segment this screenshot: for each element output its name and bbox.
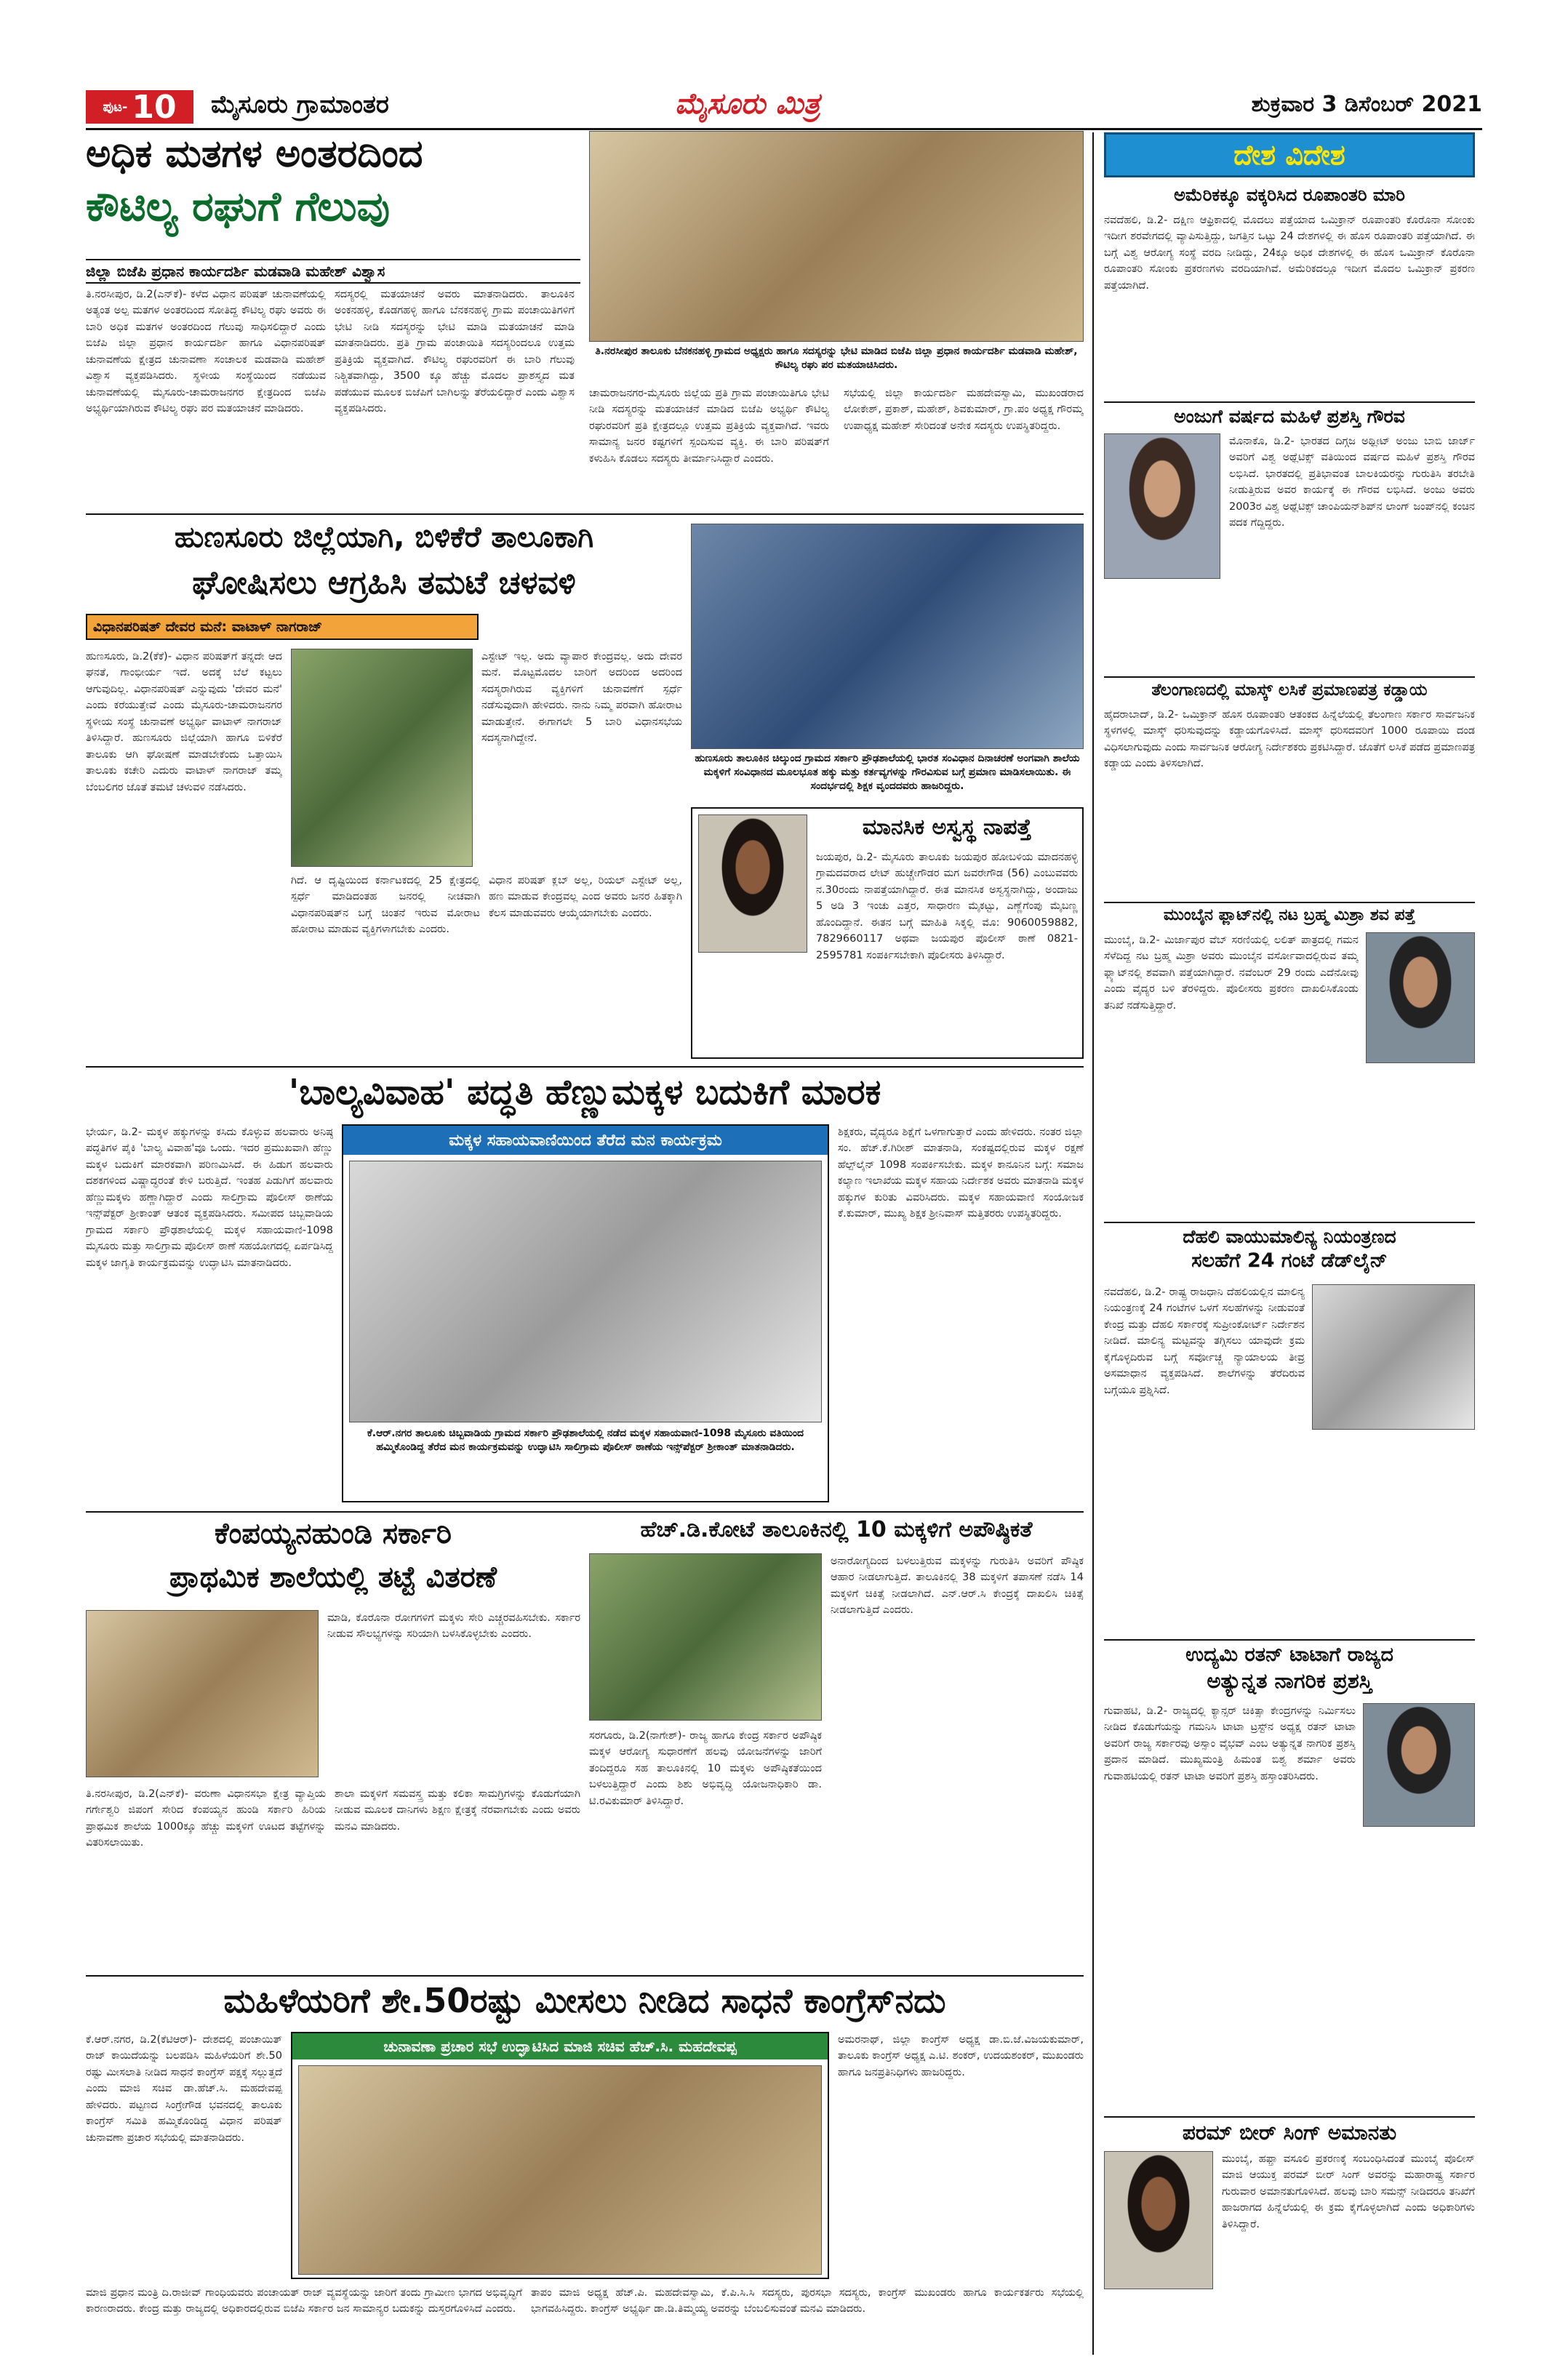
sidebar-s5-photo <box>1312 1284 1475 1430</box>
story3-col2: ಶಿಕ್ಷಕರು, ವೈದ್ಯರೂ ಶಿಕ್ಷೆಗೆ ಒಳಗಾಗುತ್ತಾರೆ ಎಂದು ಹೇಳಿದರು. ನಂತರ ಜಿಲ್ಲಾ ಸಂ. ಹೆಚ್.ಕೆ.ಗಿರೀಶ್ ಮಾತನಾಡಿ, ಸಂಕಷ್ಟದಲ್ಲಿರುವ ಮಕ್ಕಳ ರಕ್ಷಣೆ ಹೆಲ್ಪ್‌ಲೈನ್ 1098 ಸಂಪರ್ಕಿಸಬೇಕು. ಮಕ್ಕಳ ಕಾನೂನಿನ ಬಗ್ಗೆ: ಸಮಾಜ ಕಲ್ಯಾಣ ಇಲಾಖೆಯ ಮಕ್ಕಳ ಸಹಾಯ ನಿರ್ದೇಶಕ ಅವರು ಮಾತನಾಡಿ ಮಕ್ಕಳ ಹಕ್ಕುಗಳ ಕುರಿತು ವಿವರಿಸಿದರು. ಮಕ್ಕಳ ಸಹಾಯವಾಣಿ ಸಂಯೋಜಕ ಕೆ.ಕುಮಾರ್, ಮುಖ್ಯ ಶಿಕ್ಷಕ ಶ್ರೀನಿವಾಸ್ ಮತ್ತಿತರರು ಉಪಸ್ಥಿತರಿದ್ದರು. <box>838 1126 1084 1220</box>
sidebar-banner-text: ದೇಶ ವಿದೇಶ <box>1233 138 1345 171</box>
sidebar-s4-text: ಮುಂಬೈ, ಡಿ.2- ಮಿರ್ಜಾಪುರ ವೆಬ್ ಸರಣಿಯಲ್ಲಿ ಲಲಿತ್ ಪಾತ್ರದಲ್ಲಿ ಗಮನ ಸೆಳೆದಿದ್ದ ನಟ ಬ್ರಹ್ಮ ಮಿಶ್ರಾ ಅವರು ಮುಂಬೈನ ವರ್ಸೋವಾದಲ್ಲಿರುವ ತಮ್ಮ ಫ್ಲ್ಯಾಟ್‌ನಲ್ಲಿ ಶವವಾಗಿ ಪತ್ತೆಯಾಗಿದ್ದಾರೆ. ನವೆಂಬರ್ 29 ರಂದು ಎದೆನೋವು ಎಂದು ವೈದ್ಯರ ಬಳಿ ತೆರಳಿದ್ದರು. ಪೊಲೀಸರು ಪ್ರಕರಣ ದಾಖಲಿಸಿಕೊಂಡು ತನಿಖೆ ನಡೆಸುತ್ತಿದ್ದಾರೆ. <box>1104 934 1359 1012</box>
sidebar-s1-text: ನವದೆಹಲಿ, ಡಿ.2- ದಕ್ಷಿಣ ಆಫ್ರಿಕಾದಲ್ಲಿ ಮೊದಲು ಪತ್ತೆಯಾದ ಒಮಿಕ್ರಾನ್ ರೂಪಾಂತರಿ ಕೊರೊನಾ ಸೋಂಕು ಇದೀಗ ಶರವೇಗದಲ್ಲಿ ವ್ಯಾಪಿಸುತ್ತಿದ್ದು, ಜಗತ್ತಿನ ಒಟ್ಟು 24 ದೇಶಗಳಲ್ಲಿ ಈ ಹೊಸ ರೂಪಾಂತರಿ ಪತ್ತೆಯಾಗಿದೆ. ಈ ಬಗ್ಗೆ ವಿಶ್ವ ಆರೋಗ್ಯ ಸಂಸ್ಥೆ ವರದಿ ನೀಡಿದ್ದು, 24ಕ್ಕೂ ಅಧಿಕ ದೇಶಗಳಲ್ಲಿ ಈ ಹೊಸ ಒಮಿಕ್ರಾನ್ ಕೊರೊನಾ ರೂಪಾಂತರಿ ಸೋಂಕು ಪ್ರಕರಣಗಳು ವರದಿಯಾಗಿವೆ. ಅಮೆರಿಕದಲ್ಲೂ ಇದೀಗ ಮೊದಲ ಒಮಿಕ್ರಾನ್ ಪ್ರಕರಣ ಪತ್ತೆಯಾಗಿದೆ. <box>1104 215 1475 292</box>
story2-photo-protest <box>291 649 473 867</box>
masthead-rule <box>86 128 1482 130</box>
missing-person-photo <box>698 814 807 953</box>
story2-photo-school <box>691 524 1084 749</box>
sidebar-s4-headline: ಮುಂಬೈನ ಫ್ಲಾಟ್‌ನಲ್ಲಿ ನಟ ಬ್ರಹ್ಮ ಮಿಶ್ರಾ ಶವ ಪತ್ತೆ <box>1104 902 1475 924</box>
story5-col2: ಅನಾರೋಗ್ಯದಿಂದ ಬಳಲುತ್ತಿರುವ ಮಕ್ಕಳನ್ನು ಗುರುತಿಸಿ ಅವರಿಗೆ ಪೌಷ್ಠಿಕ ಆಹಾರ ನೀಡಲಾಗುತ್ತಿದೆ. ತಾಲೂಕಿನಲ್ಲಿ 38 ಮಕ್ಕಳಿಗೆ ತಪಾಸಣೆ ನಡೆಸಿ 14 ಮಕ್ಕಳಿಗೆ ಚಿಕಿತ್ಸೆ ನೀಡಲಾಗಿದೆ. ಎನ್.ಆರ್.ಸಿ ಕೇಂದ್ರಕ್ಕೆ ದಾಖಲಿಸಿ ಚಿಕಿತ್ಸೆ ನೀಡಲಾಗುತ್ತಿದೆ ಎಂದರು. <box>831 1556 1084 1617</box>
story3-headline: 'ಬಾಲ್ಯವಿವಾಹ' ಪದ್ಧತಿ ಹೆಣ್ಣುಮಕ್ಕಳ ಬದುಕಿಗೆ ಮಾರಕ <box>288 1072 881 1113</box>
sidebar-s6-photo <box>1363 1703 1475 1827</box>
missing-person-box <box>691 807 1084 1059</box>
story3-box-title-bar <box>343 1126 828 1155</box>
story6-box-title-bar <box>292 2033 828 2059</box>
story3-col1: ಭೇರ್ಯ, ಡಿ.2- ಮಕ್ಕಳ ಹಕ್ಕುಗಳನ್ನು ಕಸಿದು ಕೊಳ್ಳುವ ಹಲವಾರು ಅನಿಷ್ಠ ಪದ್ಧತಿಗಳ ಪೈಕಿ 'ಬಾಲ್ಯ ವಿವಾಹ'ವೂ ಒಂದು. ಇದರ ಪ್ರಮುಖವಾಗಿ ಹೆಣ್ಣು ಮಕ್ಕಳ ಬದುಕಿಗೆ ಮಾರಕವಾಗಿ ಪರಿಣಮಿಸಿದೆ. ಈ ಹಿಡುಗ ಹಲವಾರು ದಶಕಗಳಿಂದ ವಿಷ್ಣಾದ್ಧರಂತೆ ಕೇಳಿ ಬರುತ್ತಿದೆ. ಇಂತಹ ಪಿಡುಗಿಗೆ ಹಲವಾರು ಹೆಣ್ಣುಮಕ್ಕಳು ಹಣ್ಣಾಗಿದ್ದಾರೆ ಎಂದು ಸಾಲಿಗ್ರಾಮ ಪೊಲೀಸ್ ಠಾಣೆಯ ಇನ್ಸ್‌ಪೆಕ್ಟರ್ ಶ್ರೀಕಾಂತ್ ಆತಂಕ ವ್ಯಕ್ತಪಡಿಸಿದರು. ಸಮೀಪದ ಚಿಬ್ಬವಾಡಿಯ ಗ್ರಾಮದ ಸರ್ಕಾರಿ ಪ್ರೌಢಶಾಲೆಯಲ್ಲಿ ಮಕ್ಕಳ ಸಹಾಯವಾಣಿ-1098 ಮೈಸೂರು ಮತ್ತು ಸಾಲಿಗ್ರಾಮ ಪೊಲೀಸ್ ಠಾಣೆ ಸಹಯೋಗದಲ್ಲಿ ಏರ್ಪಡಿಸಿದ್ದ ಮಕ್ಕಳ ಜಾಗೃತಿ ಕಾರ್ಯಕ್ರಮವನ್ನು ಉದ್ಘಾಟಿಸಿ ಮಾತನಾಡಿದರು. <box>86 1126 333 1269</box>
story1-photo <box>589 131 1084 342</box>
divider <box>86 1975 1084 1977</box>
story2-col2: ಎಸ್ಟೇಟ್ ಇಲ್ಲ. ಅದು ವ್ಯಾಪಾರ ಕೇಂದ್ರವಲ್ಲ. ಅದು ದೇವರ ಮನೆ. ಮೊಟ್ಟಮೊದಲ ಬಾರಿಗೆ ಅದರಿಂದ ಅದರಿಂದ ಸದಸ್ಯರಾಗಿರುವ ವ್ಯಕ್ತಿಗಳಿಗೆ ಚುನಾವಣೆಗೆ ಸ್ಪರ್ಧೆ ನಡೆಸುವುದಾಗಿ ಹೇಳಿದರು. ನಾನು ನಿಮ್ಮ ಪರವಾಗಿ ಹೋರಾಟ ಮಾಡುತ್ತೇನೆ. ಈಗಾಗಲೇ 5 ಬಾರಿ ವಿಧಾನಸಭೆಯ ಸದಸ್ಯನಾಗಿದ್ದೇನೆ. <box>481 651 682 745</box>
story4-col2: ತಿ.ನರಸೀಪುರ, ಡಿ.2(ಎನ್‌ಕೆ)- ವರುಣಾ ವಿಧಾನಸಭಾ ಕ್ಷೇತ್ರ ವ್ಯಾಪ್ತಿಯ ಗರ್ಗೇಶ್ವರಿ ಜಿಪಂಗೆ ಸೇರಿದ ಕೆಂಪಯ್ಯನ ಹುಂಡಿ ಸರ್ಕಾರಿ ಹಿರಿಯ ಪ್ರಾಥಮಿಕ ಶಾಲೆಯ 1000ಕ್ಕೂ ಹೆಚ್ಚು ಮಕ್ಕಳಿಗೆ ಊಟದ ತಟ್ಟೆಗಳನ್ನು ವಿತರಿಸಲಾಯಿತು. <box>86 1788 326 1849</box>
missing-text: ಜಯಪುರ, ಡಿ.2- ಮೈಸೂರು ತಾಲೂಕು ಜಯಪುರ ಹೋಬಳಿಯ ಮಾದನಹಳ್ಳಿ ಗ್ರಾಮದವರಾದ ಲೇಟ್ ಹುಚ್ಚೇಗೌಡರ ಮಗ ಜವರೇಗೌಡ (56) ಎಂಬುವವರು ನ.30ರಂದು ನಾಪತ್ತೆಯಾಗಿದ್ದಾರೆ. ಈತ ಮಾನಸಿಕ ಅಸ್ವಸ್ಥನಾಗಿದ್ದು, ಅಂದಾಜು 5 ಅಡಿ 3 ಇಂಚು ಎತ್ತರ, ಸಾಧಾರಣ ಮೈಕಟ್ಟು, ಎಣ್ಣೆಗೆಂಪು ಮೈಬಣ್ಣ ಹೊಂದಿದ್ದಾನೆ. ಈತನ ಬಗ್ಗೆ ಮಾಹಿತಿ ಸಿಕ್ಕಲ್ಲಿ ಮೊ: 9060059882, 7829660117 ಅಥವಾ ಜಯಪುರ ಪೊಲೀಸ್ ಠಾಣೆ 0821-2595781 ಸಂಪರ್ಕಿಸಬೇಕಾಗಿ ಪೊಲೀಸರು ತಿಳಿಸಿದ್ದಾರೆ. <box>816 852 1078 961</box>
story1-subhead: ಜಿಲ್ಲಾ ಬಿಜೆಪಿ ಪ್ರಧಾನ ಕಾರ್ಯದರ್ಶಿ ಮಡವಾಡಿ ಮಹೇಶ್ ವಿಶ್ವಾಸ <box>86 259 580 284</box>
sidebar-s5-headline-1: ದೆಹಲಿ ವಾಯುಮಾಲಿನ್ಯ ನಿಯಂತ್ರಣದ <box>1104 1222 1475 1248</box>
page-number-box <box>86 90 193 124</box>
story1-col1: ತಿ.ನರಸೀಪುರ, ಡಿ.2(ಎನ್‌ಕೆ)- ಕಳೆದ ವಿಧಾನ ಪರಿಷತ್ ಚುನಾವಣೆಯಲ್ಲಿ ಅತ್ಯಂತ ಅಲ್ಪ ಮತಗಳ ಅಂತರದಿಂದ ಸೋತಿದ್ದ ಕೌಟಿಲ್ಯ ರಘು ಅವರು ಈ ಬಾರಿ ಅಧಿಕ ಮತಗಳ ಅಂತರದಿಂದ ಗೆಲುವು ಸಾಧಿಸಲಿದ್ದಾರೆ ಎಂದು ಬಿಜೆಪಿ ಜಿಲ್ಲಾ ಪ್ರಧಾನ ಕಾರ್ಯದರ್ಶಿ ಹಾಗೂ ವಿಧಾನಪರಿಷತ್ ಚುನಾವಣೆಯ ಕ್ಷೇತ್ರದ ಚುನಾವಣಾ ಸಂಚಾಲಕ ಮಡವಾಡಿ ಮಹೇಶ್ ವಿಶ್ವಾಸ ವ್ಯಕ್ತಪಡಿಸಿದರು. ಸ್ಥಳೀಯ ಸಂಸ್ಥೆಯಿಂದ ನಡೆಯುವ ಚುನಾವಣೆಯಲ್ಲಿ ಮೈಸೂರು-ಚಾಮರಾಜನಗರ ಕ್ಷೇತ್ರದಿಂದ ಬಿಜೆಪಿ ಅಭ್ಯರ್ಥಿಯಾಗಿರುವ ಕೌಟಿಲ್ಯ ರಘು ಪರ ಮತಯಾಚನೆ ಮಾಡಿದರು. <box>86 289 326 415</box>
divider <box>86 1511 1084 1513</box>
story5-headline: ಹೆಚ್.ಡಿ.ಕೋಟೆ ತಾಲೂಕಿನಲ್ಲಿ 10 ಮಕ್ಕಳಿಗೆ ಅಪೌಷ್ಠಿಕತೆ <box>640 1517 1033 1542</box>
story2-col2b: ಗಿದೆ. ಆ ದೃಷ್ಟಿಯಿಂದ ಕರ್ನಾಟಕದಲ್ಲಿ 25 ಕ್ಷೇತ್ರದಲ್ಲಿ ಸ್ಪರ್ಧೆ ಮಾಡಿದಂತಹ ಜನರಲ್ಲಿ ನೀಚವಾಗಿ ವಿಧಾನಪರಿಷತ್‌ನ ಬಗ್ಗೆ ಚಿಂತನೆ ಇರುವ ಮೋರಾಟ ಹೋರಾಟ ಮಾಡುವ ವ್ಯಕ್ತಿಗಳಾಗಬೇಕು ಎಂದರು. <box>291 875 480 936</box>
sidebar-banner <box>1104 132 1475 177</box>
sidebar-s7-photo <box>1104 2151 1213 2289</box>
sidebar-s1-headline: ಅಮೆರಿಕಕ್ಕೂ ವಕ್ಕರಿಸಿದ ರೂಪಾಂತರಿ ಮಾರಿ <box>1174 185 1405 205</box>
story6-photo <box>298 2065 822 2275</box>
story2-col1: ಹುಣಸೂರು, ಡಿ.2(ಕೆಕೆ)- ವಿಧಾನ ಪರಿಷತ್‌ಗೆ ತನ್ನದೇ ಆದ ಘನತೆ, ಗಾಂಭೀರ್ಯ ಇದೆ. ಅದಕ್ಕೆ ಬೆಲೆ ಕಟ್ಟಲು ಆಗುವುದಿಲ್ಲ. ವಿಧಾನಪರಿಷತ್ ಎನ್ನುವುದು 'ದೇವರ ಮನೆ' ಎಂದು ಕರೆಯುತ್ತೇವೆ ಎಂದು ಮೈಸೂರು-ಚಾಮರಾಜನಗರ ಸ್ಥಳೀಯ ಸಂಸ್ಥೆ ಚುನಾವಣೆ ಅಭ್ಯರ್ಥಿ ವಾಟಾಳ್ ನಾಗರಾಜ್ ತಿಳಿಸಿದ್ದಾರೆ. ಹುಣಸೂರು ಜಿಲ್ಲೆಯಾಗಿ ಹಾಗೂ ಬಿಳಿಕೆರೆ ತಾಲೂಕು ಆಗಿ ಘೋಷಣೆ ಮಾಡಬೇಕೆಂದು ಒತ್ತಾಯಿಸಿ ತಾಲೂಕು ಕಚೇರಿ ಎದುರು ವಾಟಾಳ್ ನಾಗರಾಜ್ ತಮ್ಮ ಬೆಂಬಲಿಗರ ಜೊತೆ ತಮಟೆ ಚಳುವಳಿ ನಡೆಸಿದರು. <box>86 651 282 793</box>
sidebar-s5-text: ನವದೆಹಲಿ, ಡಿ.2- ರಾಷ್ಟ್ರ ರಾಜಧಾನಿ ದೆಹಲಿಯಲ್ಲಿನ ಮಾಲಿನ್ಯ ನಿಯಂತ್ರಣಕ್ಕೆ 24 ಗಂಟೆಗಳ ಒಳಗೆ ಸಲಹೆಗಳನ್ನು ನೀಡುವಂತೆ ಕೇಂದ್ರ ಮತ್ತು ದೆಹಲಿ ಸರ್ಕಾರಕ್ಕೆ ಸುಪ್ರೀಂಕೋರ್ಟ್ ನಿರ್ದೇಶನ ನೀಡಿದೆ. ಮಾಲಿನ್ಯ ಮಟ್ಟವನ್ನು ತಗ್ಗಿಸಲು ಯಾವುದೇ ಕ್ರಮ ಕೈಗೊಳ್ಳದಿರುವ ಬಗ್ಗೆ ಸರ್ವೋಚ್ಚ ನ್ಯಾಯಾಲಯ ತೀವ್ರ ಅಸಮಾಧಾನ ವ್ಯಕ್ತಪಡಿಸಿದೆ. ಶಾಲೆಗಳನ್ನು ತೆರೆದಿರುವ ಬಗ್ಗೆಯೂ ಪ್ರಶ್ನಿಸಿದೆ. <box>1104 1286 1305 1396</box>
sidebar-s7-headline: ಪರಮ್ ಬೀರ್ ಸಿಂಗ್ ಅಮಾನತು <box>1104 2116 1475 2145</box>
story2-col2c: ವಿಧಾನ ಪರಿಷತ್ ಕ್ಲಬ್ ಅಲ್ಲ, ರಿಯಲ್ ಎಸ್ಟೇಟ್ ಅಲ್ಲ, ಹಣ ಮಾಡುವ ಕೇಂದ್ರವಲ್ಲ ಎಂದ ಅವರು ಜನರ ಹಿತಕ್ಕಾಗಿ ಕೆಲಸ ಮಾಡುವವರು ಆಯ್ಕೆಯಾಗಬೇಕು ಎಂದರು. <box>489 875 682 919</box>
paper-name: ಮೈಸೂರು ಮಿತ್ರ <box>675 87 820 121</box>
story6-col3: ತಾಪಂ ಮಾಜಿ ಅಧ್ಯಕ್ಷ ಹೆಚ್.ಪಿ. ಮಹದೇವಸ್ವಾಮಿ, ಕೆ.ಪಿ.ಸಿ.ಸಿ ಸದಸ್ಯರು, ಪುರಸಭಾ ಸದಸ್ಯರು, ಕಾಂಗ್ರೆಸ್ ಮುಖಂಡರು ಹಾಗೂ ಕಾರ್ಯಕರ್ತರು ಸಭೆಯಲ್ಲಿ ಭಾಗವಹಿಸಿದ್ದರು. ಕಾಂಗ್ರೆಸ್ ಅಭ್ಯರ್ಥಿ ಡಾ.ಡಿ.ತಿಮ್ಮಯ್ಯ ಅವರನ್ನು ಬೆಂಬಲಿಸುವಂತೆ ಮನವಿ ಮಾಡಿದರು. <box>531 2287 1084 2315</box>
issue-date: ಶುಕ್ರವಾರ 3 ಡಿಸೆಂಬರ್ 2021 <box>1251 92 1482 117</box>
sidebar-s2-headline: ಅಂಜುಗೆ ವರ್ಷದ ಮಹಿಳೆ ಪ್ರಶಸ್ತಿ ಗೌರವ <box>1104 401 1475 428</box>
story5-photo <box>589 1553 822 1721</box>
story5-col1: ಸರಗೂರು, ಡಿ.2(ನಾಗೇಶ್)- ರಾಜ್ಯ ಹಾಗೂ ಕೇಂದ್ರ ಸರ್ಕಾರ ಅಪೌಷ್ಠಿಕ ಮಕ್ಕಳ ಆರೋಗ್ಯ ಸುಧಾರಣೆಗೆ ಹಲವು ಯೋಜನೆಗಳನ್ನು ಜಾರಿಗೆ ತಂದಿದ್ದರೂ ಸಹ ತಾಲೂಕಿನಲ್ಲಿ 10 ಮಕ್ಕಳು ಅಪೌಷ್ಠಿಕತೆಯಿಂದ ಬಳಲುತ್ತಿದ್ದಾರೆ ಎಂದು ಶಿಶು ಅಭಿವೃದ್ಧಿ ಯೋಜನಾಧಿಕಾರಿ ಡಾ. ಟಿ.ರವಿಕುಮಾರ್ ತಿಳಿಸಿದ್ದಾರೆ. <box>589 1730 822 1807</box>
divider <box>86 513 1084 515</box>
sidebar-s6-headline-2: ಅತ್ಯುನ್ನತ ನಾಗರಿಕ ಪ್ರಶಸ್ತಿ <box>1207 1668 1372 1693</box>
story2-kicker-text: ವಿಧಾನಪರಿಷತ್ ದೇವರ ಮನೆ: ವಾಟಾಳ್ ನಾಗರಾಜ್ <box>93 619 323 635</box>
story1-col4: ಸಭೆಯಲ್ಲಿ ಜಿಲ್ಲಾ ಕಾರ್ಯದರ್ಶಿ ಮಹದೇವಸ್ವಾಮಿ, ಮುಖಂಡರಾದ ಲೋಕೇಶ್, ಪ್ರಕಾಶ್, ಮಹೇಶ್, ಶಿವಕುಮಾರ್, ಗ್ರಾ.ಪಂ ಅಧ್ಯಕ್ಷ ಗೌರಮ್ಮ ಉಪಾಧ್ಯಕ್ಷ ಮಹೇಶ್ ಸೇರಿದಂತೆ ಅನೇಕ ಸದಸ್ಯರು ಉಪಸ್ಥಿತರಿದ್ದರು. <box>844 388 1084 432</box>
story6-col4: ಅಮರನಾಥ್, ಜಿಲ್ಲಾ ಕಾಂಗ್ರೆಸ್ ಅಧ್ಯಕ್ಷ ಡಾ.ಬಿ.ಜೆ.ವಿಜಯಕುಮಾರ್, ತಾಲೂಕು ಕಾಂಗ್ರೆಸ್ ಅಧ್ಯಕ್ಷ ಎ.ಟಿ. ಶಂಕರ್, ಉದಯಶಂಕರ್, ಮುಖಂಡರು ಹಾಗೂ ಜನಪ್ರತಿನಿಧಿಗಳು ಹಾಜರಿದ್ದರು. <box>838 2034 1084 2078</box>
story2-photo-caption: ಹುಣಸೂರು ತಾಲೂಕಿನ ಚಿಲ್ಕುಂದ ಗ್ರಾಮದ ಸರ್ಕಾರಿ ಪ್ರೌಢಶಾಲೆಯಲ್ಲಿ ಭಾರತ ಸಂವಿಧಾನ ದಿನಾಚರಣೆ ಅಂಗವಾಗಿ ಶಾಲೆಯ ಮಕ್ಕಳಿಗೆ ಸಂವಿಧಾನದ ಮೂಲಭೂತ ಹಕ್ಕು ಮತ್ತು ಕರ್ತವ್ಯಗಳನ್ನು ಗೌರವಿಸುವ ಬಗ್ಗೆ ಪ್ರಮಾಣ ಮಾಡಿಸಲಾಯಿತು. ಈ ಸಂದರ್ಭದಲ್ಲಿ ಶಿಕ್ಷಕ ವೃಂದದವರು ಹಾಜರಿದ್ದರು. <box>695 753 1080 792</box>
sidebar-s5-headline-2: ಸಲಹೆಗೆ 24 ಗಂಟೆ ಡೆಡ್‌ಲೈನ್ <box>1191 1249 1388 1272</box>
story2-kicker <box>86 614 479 640</box>
story3-box <box>342 1124 829 1502</box>
sidebar-s2-photo <box>1104 433 1220 579</box>
divider <box>86 1066 1084 1068</box>
story1-headline-1: ಅಧಿಕ ಮತಗಳ ಅಂತರದಿಂದ <box>86 132 423 176</box>
page-number: 10 <box>132 88 177 126</box>
sidebar-s4-photo <box>1366 932 1475 1063</box>
story2-headline-1: ಹುಣಸೂರು ಜಿಲ್ಲೆಯಾಗಿ, ಬಿಳಿಕೆರೆ ತಾಲೂಕಾಗಿ <box>174 521 594 554</box>
sidebar-s2-text: ಮೊನಾಕೊ, ಡಿ.2- ಭಾರತದ ದಿಗ್ಗಜ ಅಥ್ಲೀಟ್ ಅಂಜು ಬಾಬಿ ಜಾರ್ಜ್ ಅವರಿಗೆ ವಿಶ್ವ ಅಥ್ಲೆಟಿಕ್ಸ್ ವತಿಯಿಂದ ವರ್ಷದ ಮಹಿಳೆ ಪ್ರಶಸ್ತಿ ಗೌರವ ಲಭಿಸಿದೆ. ಭಾರತದಲ್ಲಿ ಪ್ರತಿಭಾವಂತ ಬಾಲಕಿಯರನ್ನು ಗುರುತಿಸಿ ತರಬೇತಿ ನೀಡುತ್ತಿರುವ ಅವರ ಕಾರ್ಯಕ್ಕೆ ಈ ಗೌರವ ಲಭಿಸಿದೆ. ಅಂಜು ಅವರು 2003ರ ವಿಶ್ವ ಅಥ್ಲೆಟಿಕ್ಸ್ ಚಾಂಪಿಯನ್‌ಶಿಪ್‌ನ ಲಾಂಗ್ ಜಂಪ್‌ನಲ್ಲಿ ಕಂಚಿನ ಪದಕ ಗೆದ್ದಿದ್ದರು. <box>1229 436 1475 529</box>
story3-photo-caption: ಕೆ.ಆರ್.ನಗರ ತಾಲೂಕು ಚಿಬ್ಬವಾಡಿಯ ಗ್ರಾಮದ ಸರ್ಕಾರಿ ಪ್ರೌಢಶಾಲೆಯಲ್ಲಿ ನಡೆದ ಮಕ್ಕಳ ಸಹಾಯವಾಣಿ-1098 ಮೈಸೂರು ವತಿಯಿಂದ ಹಮ್ಮಿಕೊಂಡಿದ್ದ ತೆರೆದ ಮನ ಕಾರ್ಯಕ್ರಮವನ್ನು ಉದ್ಘಾಟಿಸಿ ಸಾಲಿಗ್ರಾಮ ಪೊಲೀಸ್ ಠಾಣೆಯ ಇನ್ಸ್‌ಪೆಕ್ಟರ್ ಶ್ರೀಕಾಂತ್ ಮಾತನಾಡಿದರು. <box>367 1428 804 1453</box>
story4-headline-2: ಪ್ರಾಥಮಿಕ ಶಾಲೆಯಲ್ಲಿ ತಟ್ಟೆ ವಿತರಣೆ <box>169 1561 497 1594</box>
missing-headline: ಮಾನಸಿಕ ಅಸ್ವಸ್ಥ ನಾಪತ್ತೆ <box>862 814 1032 840</box>
story3-box-title: ಮಕ್ಕಳ ಸಹಾಯವಾಣಿಯಿಂದ ತೆರೆದ ಮನ ಕಾರ್ಯಕ್ರಮ <box>449 1131 722 1150</box>
sidebar-s7-text: ಮುಂಬೈ, ಹಫ್ತಾ ವಸೂಲಿ ಪ್ರಕರಣಕ್ಕೆ ಸಂಬಂಧಿಸಿದಂತೆ ಮುಂಬೈ ಪೊಲೀಸ್ ಮಾಜಿ ಆಯುಕ್ತ ಪರಮ್ ಬೀರ್ ಸಿಂಗ್ ಅವರನ್ನು ಮಹಾರಾಷ್ಟ್ರ ಸರ್ಕಾರ ಗುರುವಾರ ಅಮಾನತುಗೊಳಿಸಿದೆ. ಹಲವು ಬಾರಿ ಸಮನ್ಸ್ ನೀಡಿದರೂ ತನಿಖೆಗೆ ಹಾಜರಾಗದ ಹಿನ್ನೆಲೆಯಲ್ಲಿ ಈ ಕ್ರಮ ಕೈಗೊಳ್ಳಲಾಗಿದೆ ಎಂದು ಅಧಿಕಾರಿಗಳು ತಿಳಿಸಿದ್ದಾರೆ. <box>1222 2153 1475 2230</box>
story6-col1: ಕೆ.ಆರ್.ನಗರ, ಡಿ.2(ಕೆಟಿಆರ್)- ದೇಶದಲ್ಲಿ ಪಂಚಾಯಿತ್ ರಾಜ್ ಕಾಯಿದೆಯನ್ನು ಬಲಪಡಿಸಿ ಮಹಿಳೆಯರಿಗೆ ಶೇ.50 ರಷ್ಟು ಮೀಸಲಾತಿ ನೀಡಿದ ಸಾಧನೆ ಕಾಂಗ್ರೆಸ್ ಪಕ್ಷಕ್ಕೆ ಸಲ್ಲುತ್ತದೆ ಎಂದು ಮಾಜಿ ಸಚಿವ ಡಾ.ಹೆಚ್.ಸಿ. ಮಹದೇವಪ್ಪ ಹೇಳಿದರು. ಪಟ್ಟಣದ ಸಿಂಗ್ರೇಗೌಡ ಭವನದಲ್ಲಿ ತಾಲೂಕು ಕಾಂಗ್ರೆಸ್ ಸಮಿತಿ ಹಮ್ಮಿಕೊಂಡಿದ್ದ ವಿಧಾನ ಪರಿಷತ್ ಚುನಾವಣಾ ಪ್ರಚಾರ ಸಭೆಯಲ್ಲಿ ಮಾತನಾಡಿದರು. <box>86 2034 282 2144</box>
story4-photo <box>86 1610 319 1777</box>
story2-headline-2: ಘೋಷಿಸಲು ಆಗ್ರಹಿಸಿ ತಮಟೆ ಚಳವಳಿ <box>192 564 576 601</box>
story4-col1: ಮಾಡಿ, ಕೊರೊನಾ ರೋಗಗಳಿಗೆ ಮಕ್ಕಳು ಸೇರಿ ಎಚ್ಚರವಹಿಸಬೇಕು. ಸರ್ಕಾರ ನೀಡುವ ಸೌಲಭ್ಯಗಳನ್ನು ಸರಿಯಾಗಿ ಬಳಸಿಕೊಳ್ಳಬೇಕು ಎಂದರು. <box>327 1612 580 1641</box>
story1-col3: ಚಾಮರಾಜನಗರ-ಮೈಸೂರು ಜಿಲ್ಲೆಯ ಪ್ರತಿ ಗ್ರಾಮ ಪಂಚಾಯಿತಿಗೂ ಭೇಟಿ ನೀಡಿ ಸದಸ್ಯರನ್ನು ಮತಯಾಚನೆ ಮಾಡಿದ ಬಿಜೆಪಿ ಅಭ್ಯರ್ಥಿ ಕೌಟಿಲ್ಯ ರಘುರವರಿಗೆ ಪ್ರತಿ ಕ್ಷೇತ್ರದಲ್ಲೂ ಉತ್ತಮ ಪ್ರತಿಕ್ರಿಯೆ ವ್ಯಕ್ತವಾಗಿದೆ. ಇವರು ಸಾಮಾನ್ಯ ಜನರ ಕಷ್ಟಗಳಿಗೆ ಸ್ಪಂದಿಸುವ ವ್ಯಕ್ತಿ. ಈ ಬಾರಿ ಪರಿಷತ್‌ಗೆ ಕಳುಹಿಸಿ ಕೊಡಲು ಸದಸ್ಯರು ತೀರ್ಮಾನಿಸಿದ್ದಾರೆ ಎಂದರು. <box>589 388 829 465</box>
story1-photo-caption: ತಿ.ನರಸೀಪುರ ತಾಲೂಕು ಬೆನಕನಹಳ್ಳಿ ಗ್ರಾಮದ ಅಧ್ಯಕ್ಷರು ಹಾಗೂ ಸದಸ್ಯರನ್ನು ಭೇಟಿ ಮಾಡಿದ ಬಿಜೆಪಿ ಜಿಲ್ಲಾ ಪ್ರಧಾನ ಕಾರ್ಯದರ್ಶಿ ಮಡವಾಡಿ ಮಹೇಶ್, ಕೌಟಿಲ್ಯ ರಘು ಪರ ಮತಯಾಚಿಸಿದರು. <box>595 345 1078 371</box>
story6-col2: ಮಾಜಿ ಪ್ರಧಾನ ಮಂತ್ರಿ ದಿ.ರಾಜೀವ್ ಗಾಂಧಿಯವರು ಪಂಚಾಯತ್ ರಾಜ್ ವ್ಯವಸ್ಥೆಯನ್ನು ಜಾರಿಗೆ ತಂದು ಗ್ರಾಮೀಣ ಭಾಗದ ಅಭಿವೃದ್ಧಿಗೆ ಕಾರಣರಾದರು. ಕೇಂದ್ರ ಮತ್ತು ರಾಜ್ಯದಲ್ಲಿ ಅಧಿಕಾರದಲ್ಲಿರುವ ಬಿಜೆಪಿ ಸರ್ಕಾರ ಜನ ಸಾಮಾನ್ಯರ ಬದುಕನ್ನು ದುಸ್ತರಗೊಳಿಸಿದೆ ಎಂದರು. <box>86 2287 522 2315</box>
story6-headline: ಮಹಿಳೆಯರಿಗೆ ಶೇ.50ರಷ್ಟು ಮೀಸಲು ನೀಡಿದ ಸಾಧನೆ ಕಾಂಗ್ರೆಸ್‌ನದು <box>223 1981 946 2020</box>
section-name: ಮೈಸೂರು ಗ್ರಾಮಾಂತರ <box>211 90 389 119</box>
story1-col2: ಸದಸ್ಯರಲ್ಲಿ ಮತಯಾಚನೆ ಅವರು ಮಾತನಾಡಿದರು. ತಾಲೂಕಿನ ಅಂಕನಹಳ್ಳಿ, ಕೊಡಗಹಳ್ಳಿ ಹಾಗೂ ಬೆನಕನಹಳ್ಳಿ ಗ್ರಾಮ ಪಂಚಾಯಿತಿಗಳಿಗೆ ಭೇಟಿ ನೀಡಿ ಸದಸ್ಯರನ್ನು ಭೇಟಿ ಮಾಡಿ ಮತಯಾಚನೆ ಮಾಡಿ ಮಾತನಾಡಿದರು. ಪ್ರತಿ ಗ್ರಾಮ ಪಂಚಾಯಿತಿ ಸದಸ್ಯರಿಂದಲೂ ಉತ್ತಮ ಪ್ರತಿಕ್ರಿಯೆ ವ್ಯಕ್ತವಾಗಿದೆ. ಕೌಟಿಲ್ಯ ರಘುರವರಿಗೆ ಈ ಬಾರಿ ಗೆಲುವು ನಿಶ್ಚಿತವಾಗಿದ್ದು, 3500 ಕ್ಕೂ ಹೆಚ್ಚು ಮೊದಲ ಪ್ರಾಶಸ್ತ್ಯದ ಮತ ಪಡೆಯುವ ಮೂಲಕ ಬಿಜೆಪಿಗೆ ಬಾಗಿಲನ್ನು ತೆರೆಯಲಿದ್ದಾರೆ ಎಂದು ವಿಶ್ವಾಸ ವ್ಯಕ್ತಪಡಿಸಿದರು. <box>335 289 575 415</box>
story4-col3: ಶಾಲಾ ಮಕ್ಕಳಿಗೆ ಸಮವಸ್ತ್ರ ಮತ್ತು ಕಲಿಕಾ ಸಾಮಗ್ರಿಗಳನ್ನು ಕೊಡುಗೆಯಾಗಿ ನೀಡುವ ಮೂಲಕ ದಾನಿಗಳು ಶಿಕ್ಷಣ ಕ್ಷೇತ್ರಕ್ಕೆ ನೆರವಾಗಬೇಕು ಎಂದು ಅವರು ಮನವಿ ಮಾಡಿದರು. <box>335 1788 580 1833</box>
story1-headline-2: ಕೌಟಿಲ್ಯ ರಘುಗೆ ಗೆಲುವು <box>86 183 391 231</box>
masthead <box>86 86 1482 127</box>
page-label: ಪುಟ- <box>103 99 128 115</box>
story3-photo <box>349 1161 822 1422</box>
story6-box <box>291 2032 829 2279</box>
story4-headline-1: ಕೆಂಪಯ್ಯನಹುಂಡಿ ಸರ್ಕಾರಿ <box>214 1517 452 1550</box>
sidebar-s3-headline: ತೆಲಂಗಾಣದಲ್ಲಿ ಮಾಸ್ಕ್ ಲಸಿಕೆ ಪ್ರಮಾಣಪತ್ರ ಕಡ್ಡಾಯ <box>1104 676 1475 700</box>
story6-box-title: ಚುನಾವಣಾ ಪ್ರಚಾರ ಸಭೆ ಉದ್ಘಾಟಿಸಿದ ಮಾಜಿ ಸಚಿವ ಹೆಚ್.ಸಿ. ಮಹದೇವಪ್ಪ <box>383 2038 737 2055</box>
sidebar <box>1092 132 1482 2355</box>
sidebar-s3-text: ಹೈದರಾಬಾದ್, ಡಿ.2- ಒಮಿಕ್ರಾನ್ ಹೊಸ ರೂಪಾಂತರಿ ಆತಂಕದ ಹಿನ್ನೆಲೆಯಲ್ಲಿ ತೆಲಂಗಾಣ ಸರ್ಕಾರ ಸಾರ್ವಜನಿಕ ಸ್ಥಳಗಳಲ್ಲಿ ಮಾಸ್ಕ್ ಧರಿಸುವುದನ್ನು ಕಡ್ಡಾಯಗೊಳಿಸಿದೆ. ಮಾಸ್ಕ್ ಧರಿಸದವರಿಗೆ 1000 ರೂಪಾಯಿ ದಂಡ ವಿಧಿಸಲಾಗುವುದು ಎಂದು ಸಾರ್ವಜನಿಕ ಆರೋಗ್ಯ ನಿರ್ದೇಶಕರು ಪ್ರಕಟಿಸಿದ್ದಾರೆ. ಜೊತೆಗೆ ಲಸಿಕೆ ಪಡೆದ ಪ್ರಮಾಣಪತ್ರ ಕಡ್ಡಾಯ ಎಂದು ತಿಳಿಸಲಾಗಿದೆ. <box>1104 709 1475 770</box>
sidebar-s6-headline-1: ಉದ್ಯಮಿ ರತನ್ ಟಾಟಾಗೆ ರಾಜ್ಯದ <box>1104 1639 1475 1667</box>
sidebar-s6-text: ಗುವಾಹಟಿ, ಡಿ.2- ರಾಜ್ಯದಲ್ಲಿ ಕ್ಯಾನ್ಸರ್ ಚಿಕಿತ್ಸಾ ಕೇಂದ್ರಗಳನ್ನು ನಿರ್ಮಿಸಲು ನೀಡಿದ ಕೊಡುಗೆಯನ್ನು ಗಮನಿಸಿ ಟಾಟಾ ಟ್ರಸ್ಟ್‌ನ ಅಧ್ಯಕ್ಷ ರತನ್ ಟಾಟಾ ಅವರಿಗೆ ರಾಜ್ಯ ಸರ್ಕಾರವು ಅಸ್ಸಾಂ ವೈಭವ್ ಎಂಬ ಅತ್ಯುನ್ನತ ನಾಗರಿಕ ಪ್ರಶಸ್ತಿ ಪ್ರದಾನ ಮಾಡಿದೆ. ಮುಖ್ಯಮಂತ್ರಿ ಹಿಮಂತ ಬಿಶ್ವ ಶರ್ಮಾ ಅವರು ಗುವಾಹಟಿಯಲ್ಲಿ ರತನ್ ಟಾಟಾ ಅವರಿಗೆ ಪ್ರಶಸ್ತಿ ಹಸ್ತಾಂತರಿಸಿದರು. <box>1104 1705 1356 1782</box>
